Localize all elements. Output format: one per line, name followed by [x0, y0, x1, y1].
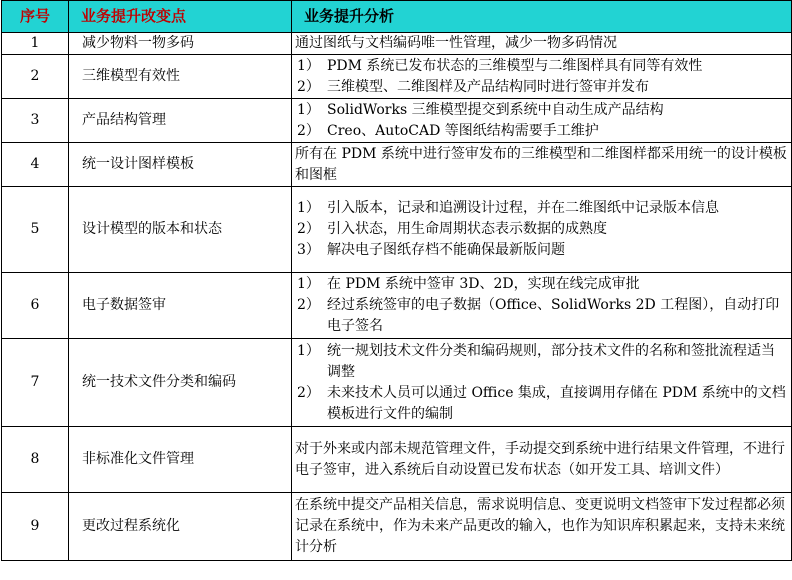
table-row	[2, 55, 792, 99]
table-row	[2, 273, 792, 339]
list-item	[295, 295, 788, 337]
analysis-text: 在系统中提交产品相关信息，需求说明信息、变更说明文档签审下发过程都必须记录在系统中，作为未来产品更改的输入，也作为知识库积累起来，支持未来统计分析	[292, 493, 792, 561]
item-text: Creo、AutoCAD 等图纸结构需要手工维护	[327, 122, 599, 139]
table-row	[2, 99, 792, 143]
improvement-point: 统一设计图样模板	[69, 143, 292, 187]
row-number: 2	[2, 55, 69, 99]
list-item	[295, 274, 788, 295]
item-text: SolidWorks 三维模型提交到系统中自动生成产品结构	[327, 101, 664, 118]
row-number: 8	[2, 427, 69, 493]
improvement-point: 电子数据签审	[69, 273, 292, 339]
item-number: 3）	[297, 242, 320, 258]
analysis-list	[292, 55, 792, 99]
analysis-text: 所有在 PDM 系统中进行签审发布的三维模型和二维图样都采用统一的设计模板和图框	[292, 143, 792, 187]
item-text: 经过系统签审的电子数据（Office、SolidWorks 2D 工程图），自动打印电子签名	[327, 297, 780, 334]
item-text: 引入版本，记录和追溯设计过程，并在二维图纸中记录版本信息	[327, 200, 719, 216]
improvement-point: 设计模型的版本和状态	[69, 187, 292, 273]
analysis-list	[292, 339, 792, 427]
item-number: 1）	[297, 101, 320, 118]
improvement-point: 三维模型有效性	[69, 55, 292, 99]
table-row	[2, 427, 792, 493]
item-text: 未来技术人员可以通过 Office 集成，直接调用存储在 PDM 系统中的文档模板进行文件的编制	[327, 384, 786, 422]
list-item	[295, 77, 788, 98]
analysis-text: 对于外来或内部未规范管理文件，手动提交到系统中进行结果文件管理，不进行电子签审，进入系统后自动设置已发布状态（如开发工具、培训文件）	[292, 427, 792, 493]
row-number: 6	[2, 273, 69, 339]
header-row	[2, 1, 792, 33]
row-number: 9	[2, 493, 69, 561]
item-number: 1）	[297, 342, 320, 359]
item-text: 统一规划技术文件分类和编码规则，部分技术文件的名称和签批流程适当调整	[327, 342, 775, 380]
item-number: 2）	[297, 297, 320, 313]
item-text: PDM 系统已发布状态的三维模型与二维图样具有同等有效性	[327, 57, 703, 74]
item-number: 2）	[297, 384, 320, 401]
improvement-point: 产品结构管理	[69, 99, 292, 143]
table-row	[2, 143, 792, 187]
header-analysis: 业务提升分析	[292, 1, 792, 33]
table-row	[2, 33, 792, 55]
header-no: 序号	[2, 1, 69, 33]
business-improvement-table	[1, 0, 792, 561]
header-point: 业务提升改变点	[69, 1, 292, 33]
analysis-list	[292, 273, 792, 339]
table-row	[2, 339, 792, 427]
item-number: 2）	[297, 78, 320, 95]
item-text: 引入状态，用生命周期状态表示数据的成熟度	[327, 221, 607, 237]
item-number: 1）	[297, 276, 320, 292]
item-number: 1）	[297, 57, 320, 74]
analysis-list	[292, 187, 792, 273]
row-number: 4	[2, 143, 69, 187]
improvement-point: 更改过程系统化	[69, 493, 292, 561]
list-item	[295, 341, 788, 383]
table-row	[2, 187, 792, 273]
row-number: 3	[2, 99, 69, 143]
list-item	[295, 56, 788, 77]
analysis-text: 通过图纸与文档编码唯一性管理，减少一物多码情况	[292, 33, 792, 55]
list-item	[295, 121, 788, 142]
row-number: 5	[2, 187, 69, 273]
item-text: 解决电子图纸存档不能确保最新版问题	[327, 242, 565, 258]
list-item	[295, 198, 788, 219]
list-item	[295, 240, 788, 261]
item-number: 1）	[297, 200, 320, 216]
analysis-list	[292, 99, 792, 143]
item-text: 三维模型、二维图样及产品结构同时进行签审并发布	[327, 78, 649, 95]
row-number: 1	[2, 33, 69, 55]
list-item	[295, 383, 788, 425]
item-text: 在 PDM 系统中签审 3D、2D，实现在线完成审批	[327, 276, 640, 292]
item-number: 2）	[297, 122, 320, 139]
improvement-point: 统一技术文件分类和编码	[69, 339, 292, 427]
list-item	[295, 100, 788, 121]
row-number: 7	[2, 339, 69, 427]
item-number: 2）	[297, 221, 320, 237]
list-item	[295, 219, 788, 240]
table-row	[2, 493, 792, 561]
improvement-point: 非标准化文件管理	[69, 427, 292, 493]
improvement-point: 减少物料一物多码	[69, 33, 292, 55]
